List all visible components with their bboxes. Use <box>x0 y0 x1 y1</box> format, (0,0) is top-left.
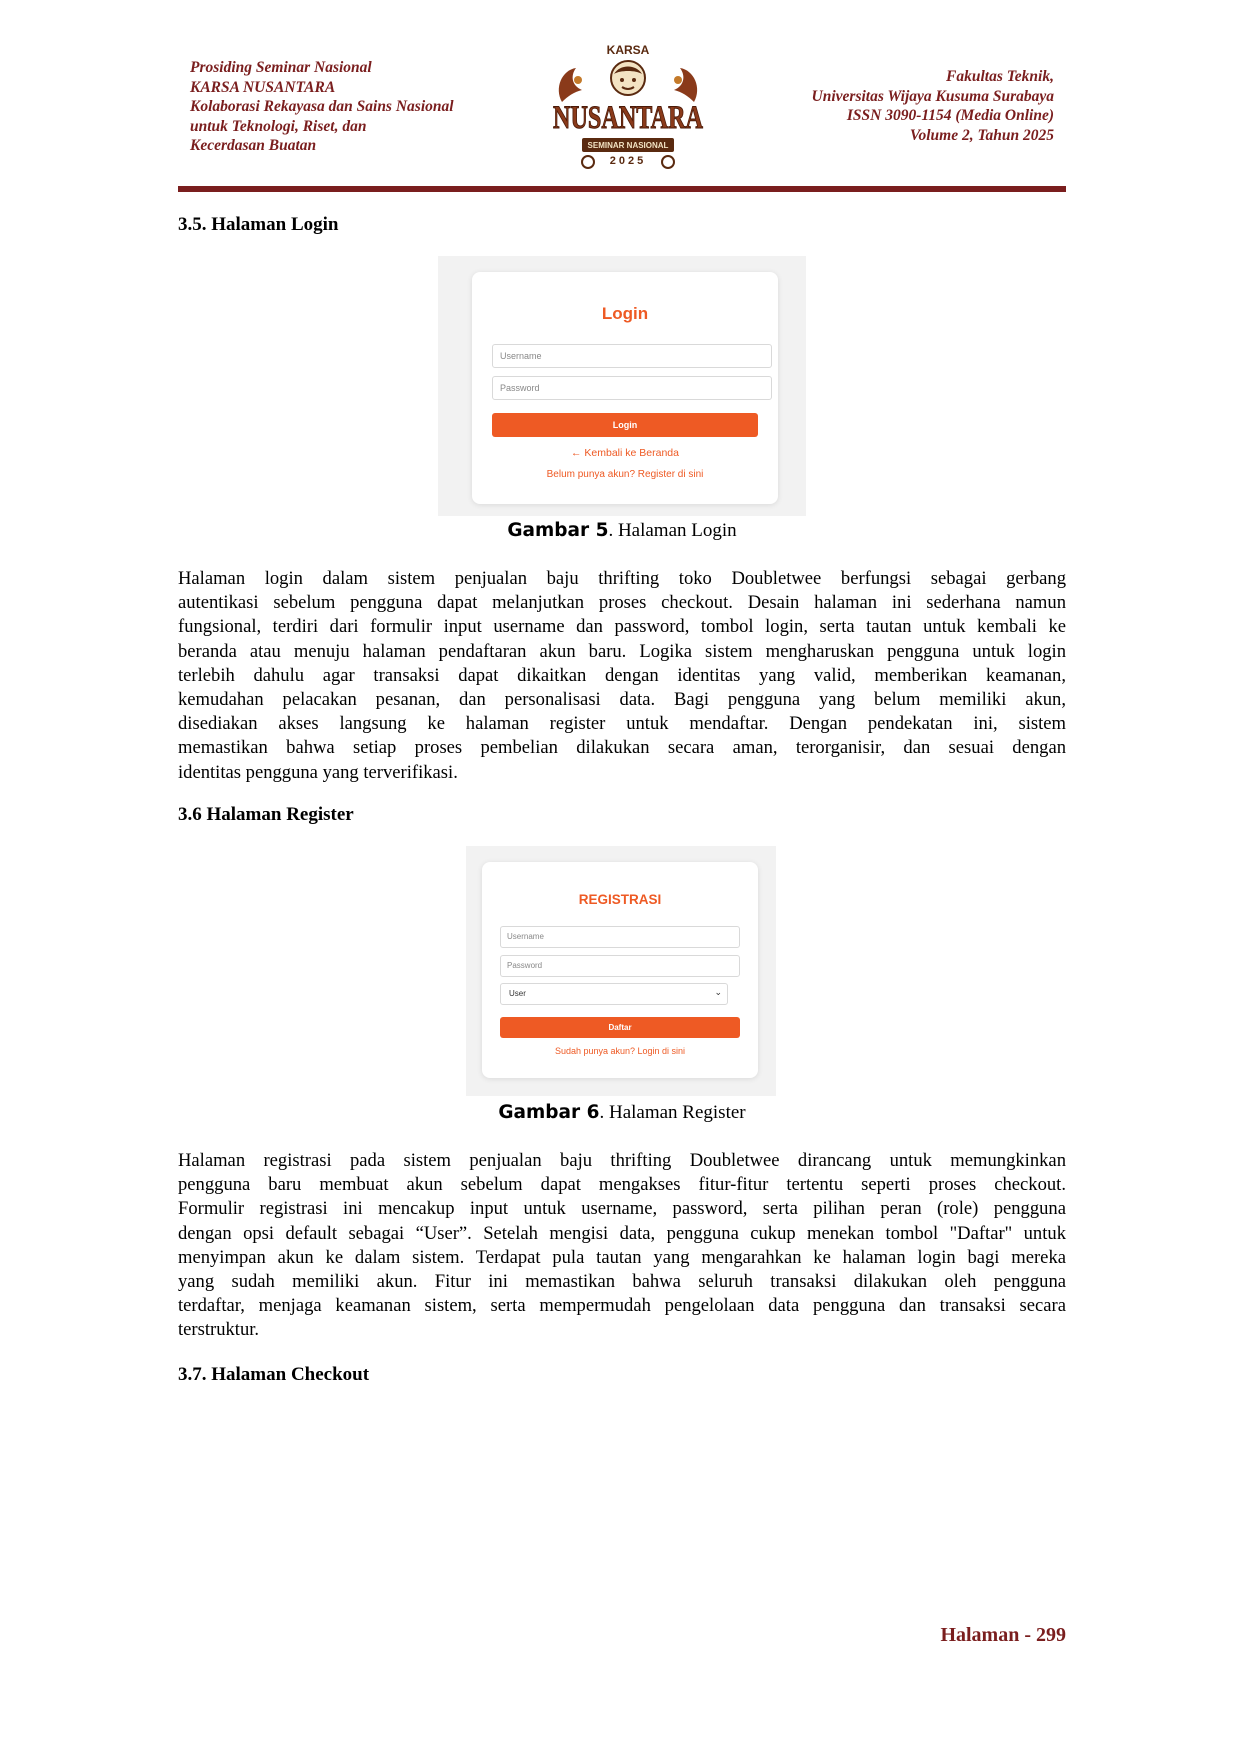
paragraph-line: beranda atau menuju halaman pendaftaran akun baru. Logika sistem mengharuskan pengguna untuk login <box>178 640 1066 662</box>
username-input[interactable]: Username <box>500 926 740 948</box>
login-title: Login <box>601 304 649 323</box>
logo-sub-text: SEMINAR NASIONAL <box>587 141 669 150</box>
logo-year-text: 2025 <box>609 155 647 167</box>
login-link[interactable]: Sudah punya akun? Login di sini <box>554 1046 686 1056</box>
password-input[interactable]: Password <box>492 376 772 400</box>
role-select[interactable] <box>500 983 728 1005</box>
paragraph-login <box>178 567 1066 785</box>
paragraph-line: Halaman login dalam sistem penjualan baju thrifting toko Doubletwee berfungsi sebagai gerbang <box>178 568 1066 589</box>
password-input[interactable]: Password <box>500 955 740 977</box>
paragraph-line: pengguna baru membuat akun sebelum dapat mengakses fitur-fitur tertentu seperti proses checkout. <box>178 1174 1066 1196</box>
header-left-line: Kecerdasan Buatan <box>190 137 317 154</box>
header-left-line: KARSA NUSANTARA <box>190 78 336 96</box>
header-right-line: Volume 2, Tahun 2025 <box>909 126 1054 144</box>
figure-register-screenshot <box>466 846 776 1096</box>
section-heading-login: 3.5. Halaman Login <box>178 214 339 235</box>
logo-main-text: NUSANTARA <box>553 100 704 136</box>
paragraph-line: Halaman registrasi pada sistem penjualan baju thrifting Doubletwee dirancang untuk memungkinkan <box>178 1150 1066 1171</box>
section-heading-checkout: 3.7. Halaman Checkout <box>178 1364 370 1385</box>
header-divider <box>178 186 1066 192</box>
register-title: REGISTRASI <box>578 892 662 907</box>
paragraph-line: dengan opsi default sebagai “User”. Setelah mengisi data, pengguna cukup menekan tombol "Daftar" untuk <box>178 1222 1066 1244</box>
logo-top-text: KARSA <box>606 43 650 57</box>
header-left-line: Kolaborasi Rekayasa dan Sains Nasional <box>190 98 454 115</box>
header-left-line: untuk Teknologi, Riset, dan <box>190 117 367 135</box>
paragraph-register <box>178 1149 1066 1343</box>
header-left-block <box>190 58 510 156</box>
header-right-line: ISSN 3090-1154 (Media Online) <box>846 107 1054 124</box>
register-link[interactable]: Belum punya akun? Register di sini <box>546 469 704 480</box>
paragraph-line: autentikasi sebelum pengguna dapat melanjutkan proses checkout. Desain halaman ini sederhana namun <box>178 592 1066 614</box>
header-right-block <box>694 67 1054 145</box>
caption-label: Gambar 5 <box>507 520 609 541</box>
chevron-down-icon: ⌄ <box>714 987 722 997</box>
paragraph-line: menyimpan akun ke dalam sistem. Terdapat pula tautan yang mengarahkan ke halaman login bagi mereka <box>178 1246 1066 1268</box>
section-heading-register: 3.6 Halaman Register <box>178 804 354 825</box>
figure-5-caption <box>178 520 1066 542</box>
header-right-line: Universitas Wijaya Kusuma Surabaya <box>811 87 1054 105</box>
header-right-line: Fakultas Teknik, <box>946 68 1054 85</box>
page-number: Halaman - 299 <box>940 1624 1066 1646</box>
login-card <box>472 272 778 504</box>
register-card <box>482 862 758 1078</box>
role-select-value: User <box>509 989 526 998</box>
paragraph-line: memastikan bahwa setiap proses pembelian dilakukan secara aman, terorganisir, dan sesuai dengan <box>178 737 1066 759</box>
paragraph-line: terdaftar, menjaga keamanan sistem, serta mempermudah pengelolaan data pengguna dan transaksi secara <box>178 1295 1066 1317</box>
caption-text: . Halaman Login <box>608 520 737 541</box>
login-button[interactable]: Login <box>492 413 758 437</box>
karsa-nusantara-logo <box>548 40 708 176</box>
paragraph-line: yang sudah memiliki akun. Fitur ini memastikan bahwa seluruh transaksi dilakukan oleh pengguna <box>178 1271 1066 1293</box>
caption-text: . Halaman Register <box>599 1102 746 1123</box>
paragraph-line: kemudahan pelacakan pesanan, dan personalisasi data. Bagi pengguna yang belum memiliki akun, <box>178 689 1066 711</box>
paragraph-line: Formulir registrasi ini mencakup input untuk username, password, serta pilihan peran (role) pengguna <box>178 1198 1066 1220</box>
back-to-home-link[interactable]: ← Kembali ke Beranda <box>571 447 679 459</box>
paragraph-line: identitas pengguna yang terverifikasi. <box>178 761 458 783</box>
paragraph-line: terlebih dahulu agar transaksi dapat dikaitkan dengan identitas yang valid, memberikan keamanan, <box>178 664 1066 686</box>
paragraph-line: terstruktur. <box>178 1319 260 1341</box>
figure-login-screenshot <box>438 256 806 516</box>
paragraph-line: disediakan akses langsung ke halaman register untuk mendaftar. Dengan pendekatan ini, sistem <box>178 713 1066 735</box>
caption-label: Gambar 6 <box>498 1102 600 1123</box>
username-input[interactable]: Username <box>492 344 772 368</box>
header-left-line: Prosiding Seminar Nasional <box>190 59 372 76</box>
register-button[interactable]: Daftar <box>500 1017 740 1038</box>
figure-6-caption <box>178 1102 1066 1124</box>
paragraph-line: fungsional, terdiri dari formulir input username dan password, tombol login, serta tautan untuk kembali ke <box>178 616 1066 638</box>
